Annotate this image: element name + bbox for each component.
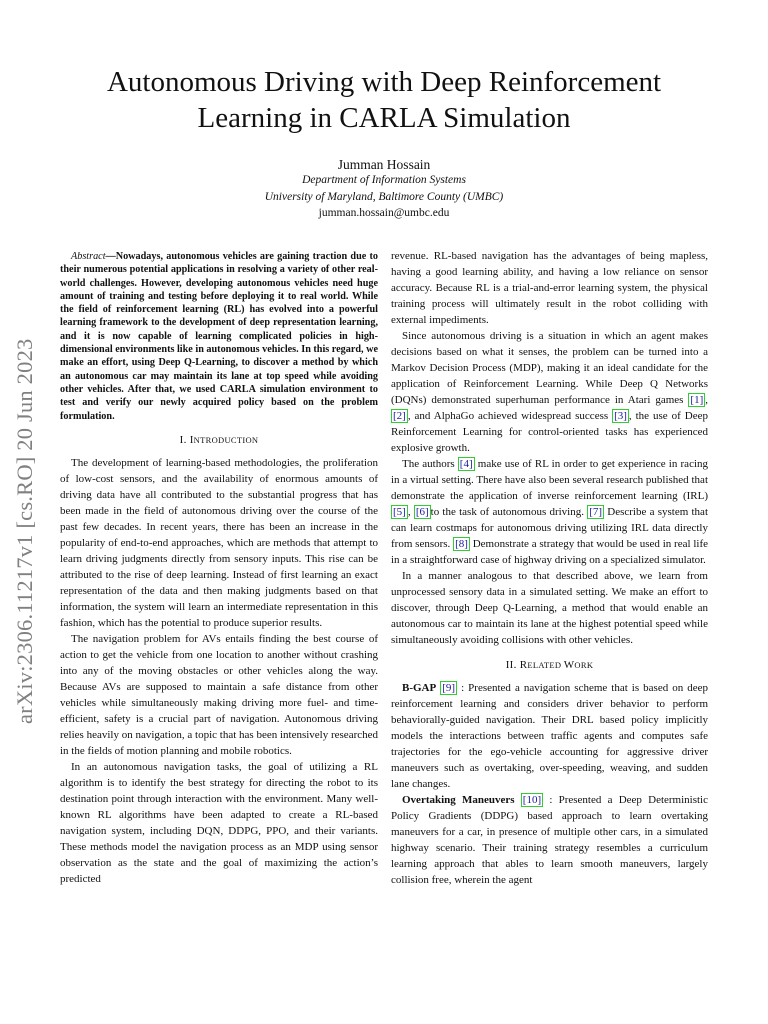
citation-link[interactable]: [5] xyxy=(393,506,406,518)
author-name: Jumman Hossain xyxy=(337,157,431,172)
citation-link[interactable]: [8] xyxy=(455,538,468,550)
intro-paragraph-4: Since autonomous driving is a situation in which an agent makes decisions based on what it senses, the problem can be turned into a Markov Decision Process (MDP), making it an ideal candidate for the application of Reinforcement Learning. While Deep Q Networks (DQNs) demonstrated superhuman performance in Atari games [1] , [2] , and AlphaGo achieved widespread success [3] , the use of Deep Reinforcement Learning for control-oriented tasks has experienced explosive growth. xyxy=(391,330,708,454)
intro-paragraph-1: The development of learning-based methodologies, the proliferation of low-cost sensors, and the availability of enormous amounts of driving data have all contributed to the substantial progress that has been made in the field of autonomous driving over the course of the past few decades. In recent years, there has been an increase in the popularity of end-to-end approaches, which are methods that attempt to learn driving judgments directly from sensory inputs. This rise can be attributed to the rise of deep learning. Instead of first learning an exact representation of the data and then making judgments based on that information, the system will learn an intermediate representation in this fashion, which has the potential to produce superior results. xyxy=(60,456,378,629)
arxiv-stamp: arXiv:2306.11217v1 [cs.RO] 20 Jun 2023 xyxy=(12,338,37,724)
intro-paragraph-6: In a manner analogous to that described above, we learn from unprocessed sensory data in a simulated setting. We make an effort to discover, through Deep Q-Learning, a method that would enable an autonomous car to maintain its lane at the highest potential speed while simultaneously avoiding collisions with other vehicles. xyxy=(391,570,708,646)
citation-link[interactable]: [2] xyxy=(393,410,406,422)
citation-link[interactable]: [10] xyxy=(522,794,542,806)
related-overtaking-paragraph: Overtaking Maneuvers [10] : Presented a Deep Deterministic Policy Gradients (DDPG) based approach to learn overtaking maneuvers for a car, in presence of multiple other cars, in a simulated highway scenario. Their training strategy resembles a curriculum learning approach that ables to learn smooth maneuvers, largely collision free, wherein the agent xyxy=(391,794,708,886)
abstract-dash: — xyxy=(105,251,116,262)
paper-title xyxy=(40,64,728,136)
author-email: jumman.hossain@umbc.edu xyxy=(318,207,450,219)
intro-paragraph-3: In an autonomous navigation tasks, the goal of utilizing a RL algorithm is to identify the best strategy for directing the robot to its destination point through interaction with the environment. Many well-known RL algorithms have been adapted to create a RL-based navigation system, including DQN, DDPG, PPO, and their variants. These methods model the navigation process as an MDP using sensor observation as the state and the goal of maximizing the action’s predicted xyxy=(60,760,378,885)
abstract xyxy=(60,250,378,423)
left-column xyxy=(60,250,378,887)
citation-link[interactable]: [4] xyxy=(459,458,473,470)
author-department: Department of Information Systems xyxy=(302,174,466,186)
title-line-2: Learning in CARLA Simulation xyxy=(197,102,571,134)
related-bgap-paragraph: B-GAP [9] : Presented a navigation scheme that is based on deep reinforcement learning and considers driver behavior to perform behaviorally-guided navigation. Their DRL based policy implicitly models the interactions between traffic agents and computes safe trajectories for the ego-vehicle accounting for aggressive driver maneuvers such as overtaking, over-speeding, weaving, and sudden lane changes. xyxy=(391,682,708,790)
section-heading-related-work: II. RELATED WORK xyxy=(505,659,594,671)
intro-paragraph-5: The authors [4] make use of RL in order to get experience in racing in a virtual setting. There have also been several research published that demonstrate the application of inverse reinforcement learning (IRL) [5] , [6] to the task of autonomous driving. [7] Describe a system that can learn costmaps for autonomous driving utilizing IRL data directly from sensors. [8] Demonstrate a strategy that would be used in real life in a straightforward case of highway driving on a specialized simulator. xyxy=(391,458,709,566)
section-heading-introduction: I. INTRODUCTION xyxy=(179,433,259,446)
right-column xyxy=(391,248,708,888)
title-line-1: Autonomous Driving with Deep Reinforcement xyxy=(106,66,662,98)
abstract-label: Abstract xyxy=(71,251,106,262)
citation-link[interactable]: [7] xyxy=(589,506,603,518)
citation-link[interactable]: [6] xyxy=(415,506,429,518)
citation-link[interactable]: [9] xyxy=(442,682,456,694)
author-university: University of Maryland, Baltimore County (UMBC) xyxy=(264,191,504,203)
citation-link[interactable]: [3] xyxy=(614,410,627,422)
citation-link[interactable]: [1] xyxy=(690,394,704,406)
intro-paragraph-2: The navigation problem for AVs entails finding the best course of action to get the vehicle from one location to another without crashing into any of the moving obstacles or other vehicles along the way. Because AVs are supposed to maintain a safe distance from other vehicles while simultaneously making driving more fuel- and time-efficient, safety is a crucial part of navigation. Autonomous driving relies heavily on navigation, a topic that has been intensively researched in the fields of motion planning and mobile robotics. xyxy=(60,632,378,757)
intro-paragraph-3-continued: revenue. RL-based navigation has the advantages of being mapless, having a good learning ability, and having a low reliance on sensor accuracy. Because RL is a trial-and-error learning system, the physical training process will ultimately result in the robot colliding with external impediments. xyxy=(391,250,708,326)
abstract-text: Nowadays, autonomous vehicles are gaining traction due to their numerous potential applications in resolving a variety of other real-world challenges. However, developing autonomous vehicles need huge amount of training and testing before deploying it to real world. While the field of reinforcement learning (RL) has evolved into a powerful learning framework to the development of deep representation learning, and it is now capable of learning complicated policies in high-dimensional environments like in autonomous vehicles. In this regard, we make an effort, using Deep Q-Learning, to discover a method by which an autonomous car may maintain its lane at top speed while avoiding other vehicles. After that, we used CARLA simulation environment to test and verify our newly acquired policy based on the problem formulation. xyxy=(60,251,379,422)
